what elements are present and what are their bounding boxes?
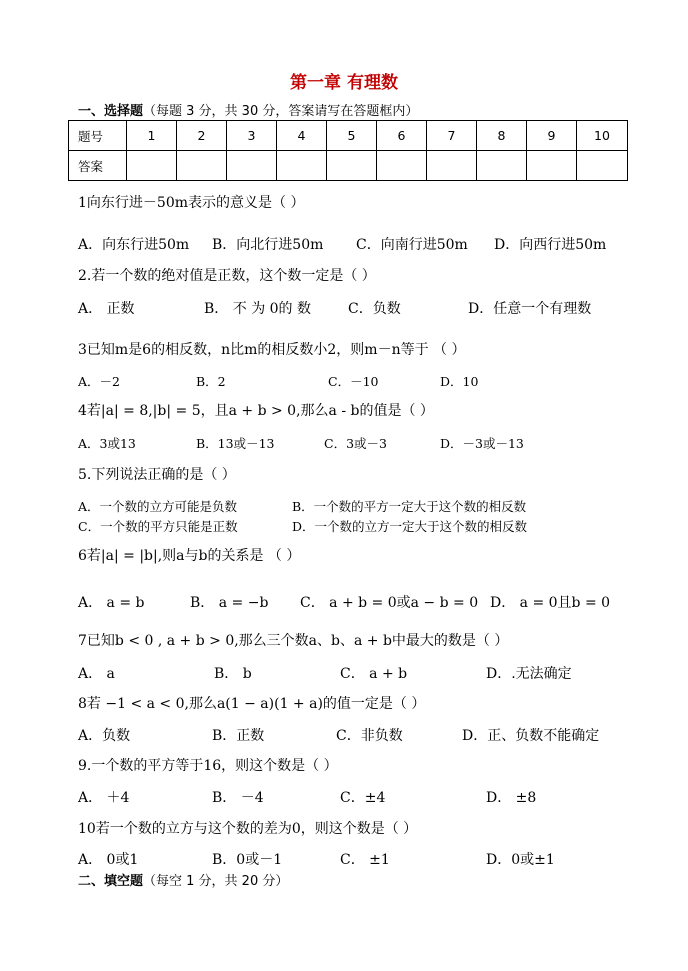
section-1-head: 一、选择题 bbox=[78, 104, 144, 119]
question-10-option-a: A． 0或1 bbox=[78, 852, 139, 868]
question-8-text: 8若 −1 < a < 0,那么a(1 − a)(1 + a)的值一定是（ ） bbox=[78, 696, 426, 712]
answer-cell[interactable] bbox=[127, 151, 177, 181]
question-6-option-d: D． a = 0且b = 0 bbox=[490, 595, 611, 611]
answer-cell[interactable] bbox=[177, 151, 227, 181]
answer-cell[interactable] bbox=[277, 151, 327, 181]
question-8-option-a: A．负数 bbox=[78, 728, 131, 744]
question-4-option-b: B．13或－13 bbox=[196, 436, 275, 451]
question-9-option-c: C．±4 bbox=[340, 790, 386, 806]
question-number-cell: 8 bbox=[477, 121, 527, 151]
answer-row-label: 答案 bbox=[69, 151, 127, 181]
question-number-cell: 10 bbox=[577, 121, 628, 151]
section-2-head: 二、填空题 bbox=[78, 874, 144, 889]
section-2-heading bbox=[78, 870, 288, 889]
question-4-option-d: D．－3或－13 bbox=[440, 436, 524, 451]
number-row-label: 题号 bbox=[69, 121, 127, 151]
question-2-option-d: D．任意一个有理数 bbox=[468, 301, 592, 317]
question-5-text: 5.下列说法正确的是（ ） bbox=[78, 467, 236, 483]
question-8-option-d: D．正、负数不能确定 bbox=[462, 728, 600, 744]
answer-grid bbox=[68, 120, 628, 181]
question-number-cell: 7 bbox=[427, 121, 477, 151]
question-1-option-b: B．向北行进50m bbox=[212, 237, 324, 253]
question-number-cell: 4 bbox=[277, 121, 327, 151]
question-5-option-b: B．一个数的平方一定大于这个数的相反数 bbox=[292, 499, 527, 514]
question-number-cell: 9 bbox=[527, 121, 577, 151]
question-number-cell: 6 bbox=[377, 121, 427, 151]
question-9-option-b: B． －4 bbox=[212, 790, 264, 806]
question-1-option-a: A．向东行进50m bbox=[78, 237, 190, 253]
question-6-option-b: B． a = −b bbox=[190, 595, 269, 611]
answer-grid-answer-row bbox=[69, 151, 628, 181]
question-2-option-a: A． 正数 bbox=[78, 301, 135, 317]
question-1-text: 1向东行进－50m表示的意义是（ ） bbox=[78, 195, 305, 211]
answer-cell[interactable] bbox=[477, 151, 527, 181]
question-4-option-c: C．3或－3 bbox=[324, 436, 387, 451]
question-10-text: 10若一个数的立方与这个数的差为0，则这个数是（ ） bbox=[78, 821, 418, 837]
question-3-option-c: C．－10 bbox=[328, 374, 379, 389]
question-3-option-b: B．2 bbox=[196, 374, 226, 389]
question-6-option-c: C． a + b = 0或a − b = 0 bbox=[300, 595, 479, 611]
section-1-heading bbox=[78, 100, 418, 119]
question-10-option-c: C． ±1 bbox=[340, 852, 390, 868]
question-7-option-b: B． b bbox=[214, 666, 252, 682]
section-1-note: （每题 3 分，共 30 分，答案请写在答题框内） bbox=[143, 104, 419, 119]
question-4-option-a: A．3或13 bbox=[78, 436, 136, 451]
question-3-option-d: D．10 bbox=[440, 374, 479, 389]
question-10-option-b: B．0或－1 bbox=[212, 852, 283, 868]
question-number-cell: 1 bbox=[127, 121, 177, 151]
answer-cell[interactable] bbox=[227, 151, 277, 181]
question-9-option-a: A． ＋4 bbox=[78, 790, 130, 806]
answer-cell[interactable] bbox=[427, 151, 477, 181]
question-8-option-b: B．正数 bbox=[212, 728, 265, 744]
question-3-text: 3已知m是6的相反数，n比m的相反数小2，则m－n等于 （ ） bbox=[78, 342, 466, 358]
question-number-cell: 3 bbox=[227, 121, 277, 151]
question-1-option-d: D．向西行进50m bbox=[494, 237, 607, 253]
question-5-option-a: A．一个数的立方可能是负数 bbox=[78, 499, 238, 514]
question-5-option-c: C．一个数的平方只能是正数 bbox=[78, 519, 238, 534]
question-7-text: 7已知b < 0 , a + b > 0,那么三个数a、b、a + b中最大的数是（ ） bbox=[78, 633, 509, 649]
answer-grid-number-row bbox=[69, 121, 628, 151]
question-8-option-c: C．非负数 bbox=[336, 728, 403, 744]
question-2-option-c: C．负数 bbox=[348, 301, 401, 317]
section-2-note: （每空 1 分，共 20 分） bbox=[143, 874, 289, 889]
question-6-option-a: A． a = b bbox=[78, 595, 145, 611]
question-9-text: 9.一个数的平方等于16，则这个数是（ ） bbox=[78, 758, 338, 774]
question-7-option-d: D．.无法确定 bbox=[486, 666, 572, 682]
question-2-option-b: B． 不 为 0的 数 bbox=[204, 301, 311, 317]
question-7-option-c: C． a + b bbox=[340, 666, 408, 682]
question-4-text: 4若|a| = 8,|b| = 5，且a + b > 0,那么a - b的值是（ ） bbox=[78, 403, 434, 419]
question-2-text: 2.若一个数的绝对值是正数，这个数一定是（ ） bbox=[78, 268, 376, 284]
question-3-option-a: A．－2 bbox=[78, 374, 120, 389]
page-title: 第一章 有理数 bbox=[290, 73, 398, 93]
question-6-text: 6若|a| = |b|,则a与b的关系是 （ ） bbox=[78, 548, 301, 564]
answer-cell[interactable] bbox=[577, 151, 628, 181]
answer-cell[interactable] bbox=[527, 151, 577, 181]
question-10-option-d: D．0或±1 bbox=[486, 852, 555, 868]
answer-cell[interactable] bbox=[377, 151, 427, 181]
question-5-option-d: D．一个数的立方一定大于这个数的相反数 bbox=[292, 519, 528, 534]
question-1-option-c: C．向南行进50m bbox=[356, 237, 468, 253]
question-7-option-a: A． a bbox=[78, 666, 115, 682]
answer-cell[interactable] bbox=[327, 151, 377, 181]
question-number-cell: 5 bbox=[327, 121, 377, 151]
question-9-option-d: D． ±8 bbox=[486, 790, 537, 806]
question-number-cell: 2 bbox=[177, 121, 227, 151]
